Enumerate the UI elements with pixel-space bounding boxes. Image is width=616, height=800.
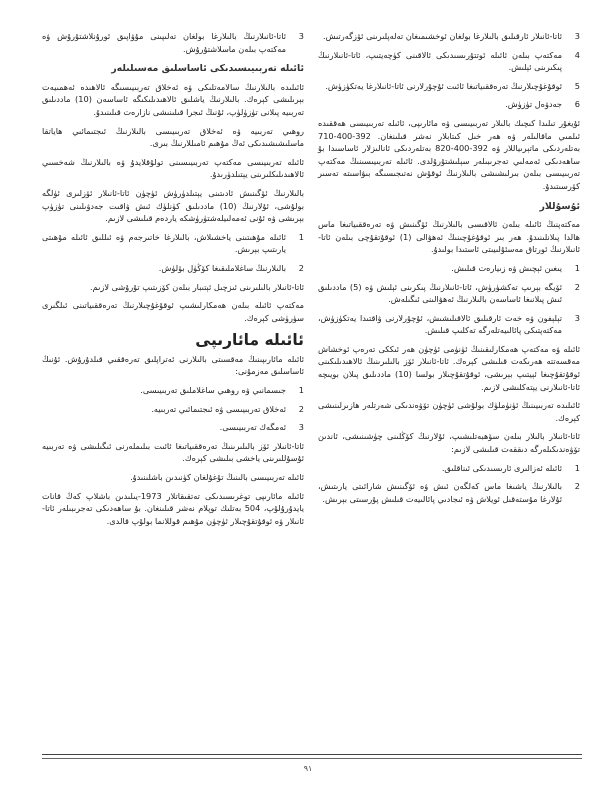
item-text: بالىلارنىڭ ياشىغا ماس كەلگەن ئىش ۋە ئۆگىنىش شارائىتى يارىتىش، ئۇلارغا مۇستەقىل ئويلاش ۋە ئىجادىي پائالىيەت قىلىش پۇرسىتى بېرىش.: [318, 481, 562, 504]
paragraph: ئائىلىدە تەربىيىنىڭ ئۈنۈملۈك بولۇشى ئۈچۈن تۆۋەندىكى شەرتلەر ھازىرلىنىشى كېرەك.: [318, 400, 580, 423]
paragraph: ئائىلە ۋە مەكتەپ ھەمكارلىقىنىڭ ئۈنۈمى ئۈچۈن ھەر ئىككى تەرەپ ئوخشاش مەقسەتتە ھەرىكەت قىلىشى كېرەك. ئاتا-ئانىلار ئۆز بالىلىرىنىڭ ئالاھىدىلىكىنى ئوقۇتقۇچىغا ئېيتىپ بېرىشى، ئوقۇتقۇچىلار بولسا (10) ماددىلىق پىلان بويىچە ئاتا-ئانىلارنى يېتەكلىشى لازىم.: [318, 343, 580, 392]
list-item: [318, 262, 580, 275]
list-item: [318, 462, 580, 475]
item-number: 3: [574, 312, 580, 323]
item-text: مەكتەپ بىلەن ئائىلە ئوتتۇرىسىدىكى ئالاقىنى كۈچەيتىپ، ئاتا-ئانىلارنىڭ پىكىرىنى ئېلىش.: [318, 49, 562, 73]
list-item: [318, 49, 580, 74]
item-text: ئاتا-ئانىلار ئارقىلىق بالىلارغا بولغان ئوخشىمىغان تەلەپلىرىنى ئۆزگەرتىش.: [322, 31, 562, 41]
item-text: ئائىلە ئەزالىرى ئارىسىدىكى ئىناقلىق.: [441, 462, 562, 473]
page-number: ٩١: [303, 764, 313, 773]
list-item: [318, 281, 580, 306]
paragraph: ئائىلە تەربىيىسى مەكتەپ تەربىيىسىنى تولۇقلايدۇ ۋە بالىلارنىڭ شەخسىي ئالاھىدىلىكلىرىنى يېتىلدۈرىدۇ.: [42, 156, 304, 180]
list-item: [318, 312, 580, 337]
item-number: 3: [298, 422, 304, 433]
list-item: [42, 231, 304, 256]
paragraph: مەكتەپ ئائىلە بىلەن ھەمكارلىشىپ ئوقۇغۇچىلارنىڭ تەرەققىياتىنى ئىلگىرى سۈرۈشى كېرەك.: [42, 300, 304, 323]
section-heading: ئائىلە تەربىيىسىدىكى ئاساسلىق مەسىلىلەر: [111, 63, 304, 75]
footer-rule: [42, 758, 582, 759]
paragraph: ئائىلە تەربىيىسى بالىنىڭ تۇغۇلغان كۈنىدىن باشلىنىدۇ.: [130, 472, 304, 483]
item-text: جەدۋەل تۈزۈش.: [505, 99, 562, 110]
paragraph: ئاتا-ئانىلار ئۆز بالىلىرىنىڭ تەرەققىياتىغا ئائىت بىلىملەرنى ئىگىلىشى ۋە تەربىيە ئۇسۇللىرىنى ياخشى بىلىشى كېرەك.: [42, 440, 304, 464]
list-item: [42, 30, 304, 55]
item-text: ئۆيگە بېرىپ تەكشۈرۈش، ئاتا-ئانىلارنىڭ پىكرىنى ئېلىش ۋە (5) ماددىلىق ئىش پىلانىغا ئاساسەن بالىلارنىڭ ئەھۋالىنى ئىگىلەش.: [318, 281, 562, 305]
paragraph: ئائىلىدە بالىلارنىڭ سالامەتلىكى ۋە ئەخلاق تەربىيىسىگە ئالاھىدە ئەھمىيەت بېرىلىشى كېرەك. بالىلارنىڭ ياشلىق ئالاھىدىلىكىگە ئاساسەن (10) ماددىلىق تەربىيە پىلانى تۈزۈلۈپ، ئۇنىڭ ئىجرا قىلىنىشى نازارەت قىلىنىدۇ.: [42, 81, 304, 117]
item-text: ئەخلاق تەربىيىسى ۋە ئىجتىمائىي تەربىيە.: [151, 403, 286, 414]
item-number: 1: [298, 231, 304, 242]
item-number: 5: [574, 80, 580, 91]
item-text: ئەمگەك تەربىيىسى.: [219, 422, 286, 433]
item-number: 1: [574, 462, 580, 473]
item-text: يىغىن ئېچىش ۋە زىيارەت قىلىش.: [451, 262, 562, 273]
paragraph: بالىلارنىڭ ئۆگىنىش ئادىتىنى يېتىلدۈرۈش ئۈچۈن ئاتا-ئانىلار ئۆزلىرى ئۈلگە بولۇشى، ئۇلارنىڭ (10) ماددىلىق كۈنلۈك ئىش ۋاقىت جەدۋىلىنى تۈزۈپ بېرىشى ۋە ئۇنى ئەمەلىيلەشتۈرۈشكە ياردەم قىلىشى لازىم.: [42, 187, 304, 224]
list-item: [42, 403, 304, 416]
item-text: ئوقۇغۇچىلارنىڭ تەرەققىياتىغا ئائىت ئۇچۇرلارنى ئاتا-ئانىلارغا يەتكۈزۈش.: [325, 80, 562, 91]
item-text: ئائىلە مۇھىتىنى ياخشىلاش، بالىلارغا خاتىرجەم ۋە ئىللىق ئائىلە مۇھىتى يارىتىپ بېرىش.: [42, 231, 286, 255]
item-text: تېلېفون ۋە خەت ئارقىلىق ئالاقىلىشىش، ئۇچۇرلارنى ۋاقتىدا يەتكۈزۈش، مەكتەپتىكى پائالىيەتلەرگە تەكلىپ قىلىش.: [318, 312, 562, 336]
footer-rule: [42, 754, 582, 755]
item-number: 4: [574, 49, 580, 60]
paragraph: ئاتا-ئانىلار بالىلىرىنى ئىزچىل ئېتىبار بىلەن كۆزىتىپ تۇرۇشى لازىم.: [90, 281, 304, 292]
item-text: ئاتا-ئانىلارنىڭ بالىلارغا بولغان تەلىپىنى مۇۋاپىق ئورۇنلاشتۇرۇش ۋە مەكتەپ بىلەن ماسلاشتۇرۇش.: [42, 31, 286, 54]
item-text: بالىلارنىڭ ساغلاملىقىغا كۆڭۈل بۆلۈش.: [158, 262, 286, 273]
paragraph: ئاتا-ئانىلار بالىلار بىلەن سۆھبەتلىشىپ، ئۇلارنىڭ كۆڭلىنى چۈشىنىشى، ئاندىن تۆۋەندىكىلەرگە دىققەت قىلىشى لازىم:: [318, 431, 580, 455]
list-item: [318, 30, 580, 43]
item-number: 1: [298, 385, 304, 396]
list-item: [318, 98, 580, 111]
list-item: [42, 421, 304, 434]
item-number: 2: [574, 481, 580, 492]
list-item: [42, 384, 304, 397]
item-number: 2: [298, 403, 304, 414]
item-number: 2: [574, 281, 580, 292]
paragraph: روھىي تەربىيە ۋە ئەخلاق تەربىيىسى بالىلارنىڭ ئىجتىمائىي ھاياتقا ماسلىشىشىدىكى ئەڭ مۇھىم ئامىللارنىڭ بىرى.: [42, 125, 304, 149]
paragraph: ئۇيغۇر تىلىدا كىچىك بالىلار تەربىيىسى ۋە مائارىپى، ئائىلە تەربىيىسى ھەققىدە ئىلمىي ماقالىلەر ۋە ھەر خىل كىتابلار نەشر قىلىنغان. 392-400-710 بەتلەردىكى ماتېرىياللار ۋە 392-400-820 بەتلەردىكى ئانالىزلار ئاساسىدا بۇ ساھەدىكى ئەمەلىي تەجرىبىلەر سېلىشتۇرۇلدى. ئائىلە تەربىيىسىنىڭ مەكتەپ تەربىيىسى بىلەن بىرلىشىشى بالىلارنىڭ ئوقۇش نەتىجىسىگە بىۋاسىتە تەسىر كۆرسىتىدۇ.: [318, 117, 580, 191]
item-number: 6: [574, 99, 580, 110]
item-text: جىسمانىي ۋە روھىي ساغلاملىق تەربىيىسى.: [140, 385, 286, 396]
list-item: [318, 80, 580, 93]
left-column: [42, 30, 304, 533]
section-heading: ئۇسۇللار: [539, 200, 580, 212]
right-column: [318, 30, 580, 511]
item-number: 1: [574, 262, 580, 273]
item-number: 2: [298, 262, 304, 273]
list-item: [42, 262, 304, 275]
list-item: [318, 480, 580, 505]
item-number: 3: [574, 31, 580, 41]
section-title: ئائىلە مائارىپى: [195, 331, 304, 350]
paragraph: ئائىلە مائارىپىنىڭ مەقسىتى بالىلارنى ئەتراپلىق تەرەققىي قىلدۇرۇش. ئۇنىڭ ئاساسلىق مەزمۇنى:: [42, 353, 304, 377]
item-number: 3: [298, 31, 304, 41]
paragraph: ئائىلە مائارىپى توغرىسىدىكى تەتقىقاتلار 1973-يىلىدىن باشلاپ كەڭ قانات يايدۇرۇلۇپ، 504 بەتلىك توپلام نەشر قىلىنغان. بۇ ساھەدىكى تەجرىبىلەر ئاتا-ئانىلار ۋە ئوقۇتقۇچىلار ئۈچۈن مۇھىم قوللانما بولۇپ قالدى.: [42, 490, 305, 526]
paragraph: مەكتەپنىڭ ئائىلە بىلەن ئالاقىسى بالىلارنىڭ ئۆگىنىش ۋە تەرەققىياتىغا ماس ھالدا پىلانلىنىدۇ. ھەر بىر ئوقۇغۇچىنىڭ ئەھۋالى (1) ئوقۇتقۇچى بىلەن ئاتا-ئانىلارنىڭ ئورتاق مەسئۇلىيىتى ئاستىدا بولىدۇ.: [318, 219, 580, 255]
